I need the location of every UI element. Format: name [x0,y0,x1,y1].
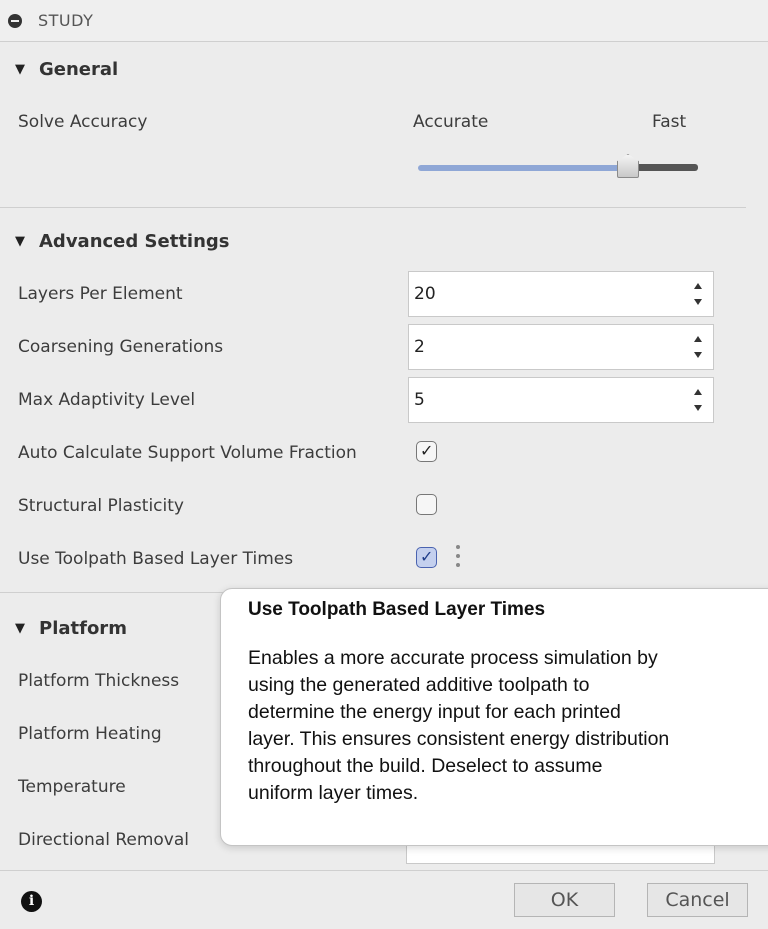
tooltip-line: determine the energy input for each printed [248,701,621,723]
tooltip-line: layer. This ensures consistent energy distribution [248,728,670,750]
spinner-up-icon[interactable] [694,283,702,289]
info-icon[interactable]: i [21,891,42,912]
study-header[interactable] [0,0,768,42]
structural-plasticity-label: Structural Plasticity [18,496,184,516]
max-adaptivity-level-value[interactable]: 5 [414,390,425,410]
slider-fast-label: Fast [652,112,687,132]
section-title-general[interactable]: General [39,59,119,80]
platform-heating-label: Platform Heating [18,724,162,744]
auto-calc-support-checkbox[interactable] [416,441,437,462]
tooltip-line: using the generated additive toolpath to [248,674,590,696]
ok-button[interactable]: OK [514,883,615,917]
solve-accuracy-label: Solve Accuracy [18,112,148,132]
spinner-down-icon[interactable] [694,299,702,305]
layers-per-element-input[interactable] [408,271,714,317]
coarsening-generations-value[interactable]: 2 [414,337,425,357]
divider [0,207,746,208]
toolpath-layer-times-label: Use Toolpath Based Layer Times [18,549,294,569]
slider-accurate-label: Accurate [413,112,489,132]
spinner-arrows[interactable] [691,383,707,417]
layers-per-element-label: Layers Per Element [18,284,183,304]
tooltip-line: Enables a more accurate process simulation by [248,647,658,669]
section-title-platform[interactable]: Platform [39,618,127,639]
temperature-label: Temperature [18,777,126,797]
structural-plasticity-checkbox[interactable] [416,494,437,515]
disclosure-triangle-icon[interactable]: ▼ [15,234,25,249]
auto-calc-support-label: Auto Calculate Support Volume Fraction [18,443,357,463]
spinner-up-icon[interactable] [694,389,702,395]
collapse-icon[interactable] [8,14,22,28]
coarsening-generations-label: Coarsening Generations [18,337,224,357]
directional-removal-label: Directional Removal [18,830,190,850]
coarsening-generations-input[interactable] [408,324,714,370]
max-adaptivity-level-input[interactable] [408,377,714,423]
spinner-down-icon[interactable] [694,352,702,358]
platform-thickness-label: Platform Thickness [18,671,180,691]
spinner-arrows[interactable] [691,277,707,311]
tooltip-line: uniform layer times. [248,782,419,804]
disclosure-triangle-icon[interactable]: ▼ [15,621,25,636]
tooltip-toolpath-layer-times [220,588,768,846]
tooltip-line: throughout the build. Deselect to assume [248,755,603,777]
spinner-down-icon[interactable] [694,405,702,411]
layers-per-element-value[interactable]: 20 [414,284,436,304]
tooltip-title: Use Toolpath Based Layer Times [248,599,546,620]
spinner-up-icon[interactable] [694,336,702,342]
slider-track-filled[interactable] [418,165,630,171]
cancel-button[interactable]: Cancel [647,883,748,917]
max-adaptivity-level-label: Max Adaptivity Level [18,390,196,410]
study-title: STUDY [38,11,94,30]
tooltip-body [248,645,768,807]
toolpath-layer-times-checkbox[interactable] [416,547,437,568]
section-title-advanced-settings[interactable]: Advanced Settings [39,231,230,252]
spinner-arrows[interactable] [691,330,707,364]
divider [0,592,230,593]
more-options-icon[interactable] [456,545,460,569]
disclosure-triangle-icon[interactable]: ▼ [15,62,25,77]
slider-thumb[interactable] [617,154,639,178]
